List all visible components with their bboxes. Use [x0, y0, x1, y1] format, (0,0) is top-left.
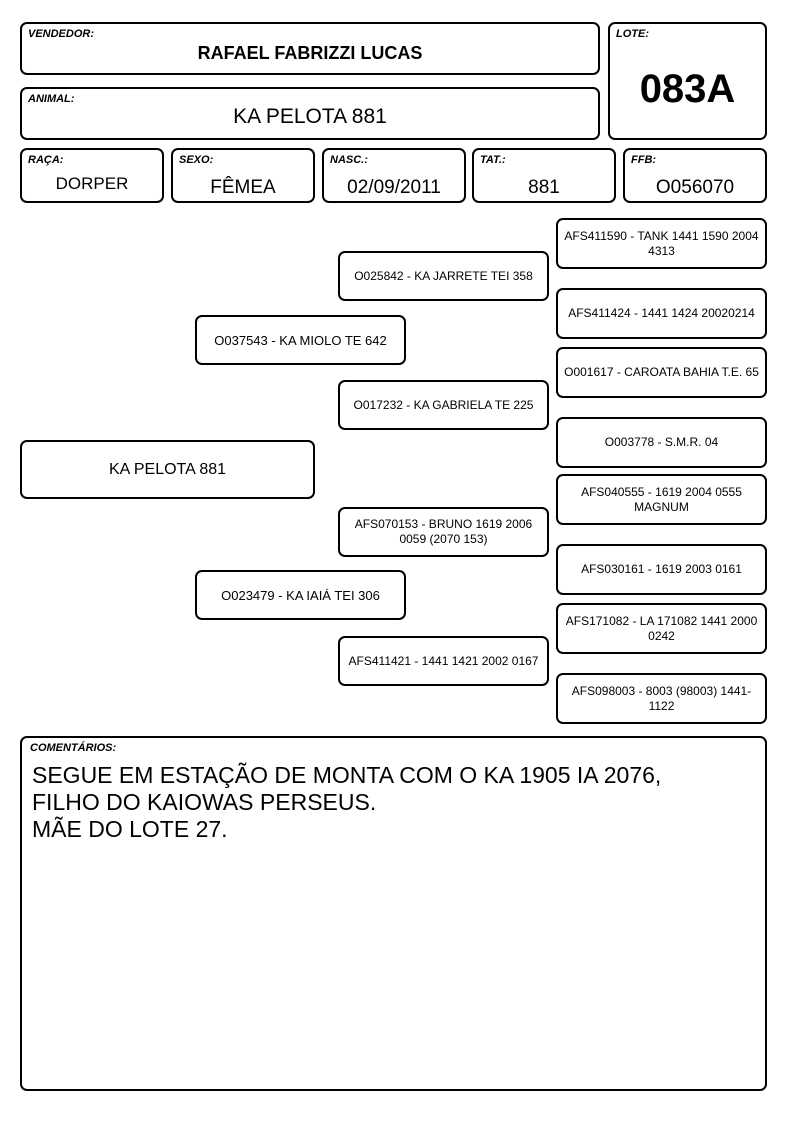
pedigree-dam-dam: AFS411421 - 1441 1421 2002 0167 [338, 636, 549, 686]
pedigree-ggp-4: O003778 - S.M.R. 04 [556, 417, 767, 468]
pedigree-sire: O037543 - KA MIOLO TE 642 [195, 315, 406, 365]
animal-value: KA PELOTA 881 [233, 105, 387, 128]
pedigree-ggp-6: AFS030161 - 1619 2003 0161 [556, 544, 767, 595]
pedigree-ggp-1: AFS411590 - TANK 1441 1590 2004 4313 [556, 218, 767, 269]
lote-box [608, 22, 767, 140]
raca-value: DORPER [55, 174, 129, 193]
vendedor-value: RAFAEL FABRIZZI LUCAS [197, 43, 423, 63]
pedigree-ggp-3: O001617 - CAROATA BAHIA T.E. 65 [556, 347, 767, 398]
nasc-box [322, 148, 466, 203]
pedigree-sire-sire: O025842 - KA JARRETE TEI 358 [338, 251, 549, 301]
comments-label: COMENTÁRIOS: [30, 742, 117, 754]
raca-box [20, 148, 164, 203]
ffb-value: O056070 [655, 177, 735, 198]
nasc-value: 02/09/2011 [347, 177, 441, 198]
pedigree-dam-sire: AFS070153 - BRUNO 1619 2006 0059 (2070 153) [338, 507, 549, 557]
sexo-value: FÊMEA [210, 177, 276, 198]
nasc-label: NASC.: [330, 154, 368, 166]
pedigree-sire-dam: O017232 - KA GABRIELA TE 225 [338, 380, 549, 430]
ffb-label: FFB: [631, 154, 657, 166]
ffb-box [623, 148, 767, 203]
pedigree-dam: O023479 - KA IAIÁ TEI 306 [195, 570, 406, 620]
comments-text: SEGUE EM ESTAÇÃO DE MONTA COM O KA 1905 IA 2076, FILHO DO KAIOWAS PERSEUS. MÃE DO LOTE 27. [32, 762, 662, 842]
vendedor-box [20, 22, 600, 75]
lote-label: LOTE: [616, 28, 649, 40]
pedigree-animal: KA PELOTA 881 [20, 440, 315, 499]
tat-value: 881 [528, 177, 560, 198]
animal-box [20, 87, 600, 140]
pedigree-ggp-7: AFS171082 - LA 171082 1441 2000 0242 [556, 603, 767, 654]
sexo-label: SEXO: [179, 154, 214, 166]
pedigree-ggp-2: AFS411424 - 1441 1424 20020214 [556, 288, 767, 339]
animal-label: ANIMAL: [28, 93, 75, 105]
sexo-box [171, 148, 315, 203]
lote-value: 083A [639, 67, 736, 111]
comments-box [20, 736, 767, 1091]
pedigree-ggp-8: AFS098003 - 8003 (98003) 1441-1122 [556, 673, 767, 724]
tat-box [472, 148, 616, 203]
raca-label: RAÇA: [28, 154, 64, 166]
vendedor-label: VENDEDOR: [28, 28, 95, 40]
tat-label: TAT.: [480, 154, 506, 166]
pedigree-ggp-5: AFS040555 - 1619 2004 0555 MAGNUM [556, 474, 767, 525]
